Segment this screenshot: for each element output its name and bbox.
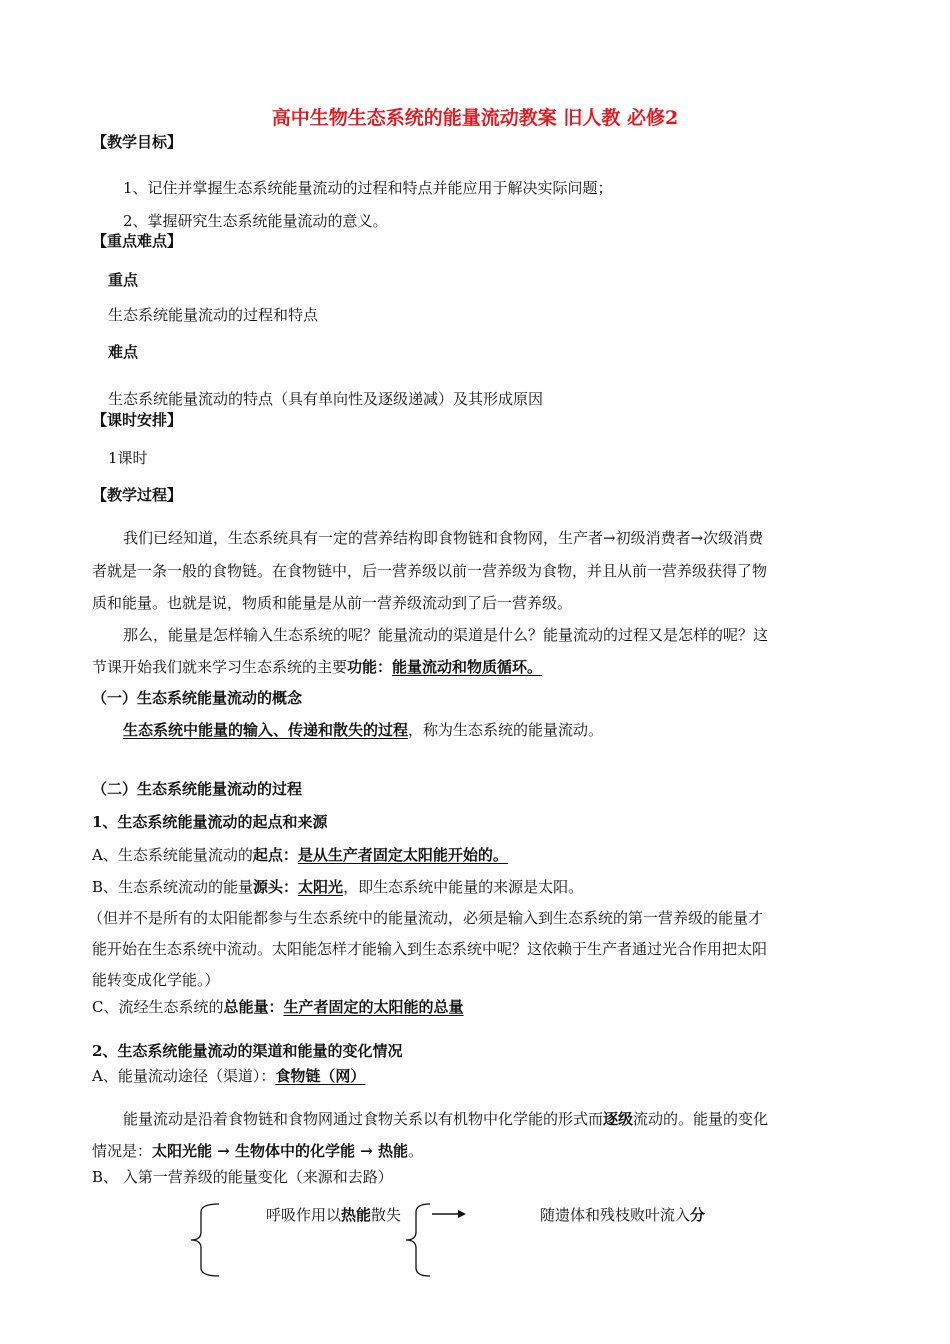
diagram-resp-c: 散失 bbox=[371, 1206, 402, 1224]
process-p1-line1: 我们已经知道，生态系统具有一定的营养结构即食物链和食物网，生产者→初级消费者→次级消费 bbox=[123, 529, 764, 547]
item-c-pre: C、流经生态系统的 bbox=[92, 998, 224, 1016]
objectives-heading: 【教学目标】 bbox=[92, 133, 183, 151]
item-a-origin bbox=[92, 845, 508, 865]
item-b-answer: 太阳光 bbox=[298, 878, 344, 896]
objective-item-2: 2、掌握研究生态系统能量流动的意义。 bbox=[123, 212, 388, 230]
item-c-label: 总能量： bbox=[223, 998, 284, 1016]
diagram-respiration-text bbox=[266, 1205, 401, 1225]
energy-change-chain: 太阳光能 → 生物体中的化学能 → 热能 bbox=[152, 1142, 409, 1160]
flow-line-1 bbox=[123, 1109, 768, 1129]
section2-heading: （二）生态系统能量流动的过程 bbox=[92, 780, 303, 798]
flow-line-1-bold: 逐级 bbox=[603, 1110, 634, 1128]
note-line-2: 能开始在生态系统中流动。太阳能怎样才能输入到生态系统中呢？这依赖于生产者通过光合作用把太阳 bbox=[92, 940, 768, 958]
item-a2-channel bbox=[92, 1066, 365, 1086]
sub2-heading: 2、生态系统能量流动的渠道和能量的变化情况 bbox=[92, 1042, 403, 1060]
process-p1-line2: 者就是一条一般的食物链。在食物链中，后一营养级以前一营养级为食物，并且从前一营养级获得了物 bbox=[92, 562, 768, 580]
item-a-label: 起点： bbox=[252, 846, 298, 864]
item-c-total bbox=[92, 997, 464, 1017]
section1-definition bbox=[123, 720, 603, 740]
item-a-pre: A、生态系统能量流动的 bbox=[92, 846, 253, 864]
schedule-heading: 【课时安排】 bbox=[92, 411, 183, 429]
sub1-heading: 1、生态系统能量流动的起点和来源 bbox=[92, 813, 328, 831]
difficult-label: 难点 bbox=[108, 343, 139, 361]
item-c-answer: 生产者固定的太阳能的总量 bbox=[283, 998, 464, 1016]
flow-line-2 bbox=[92, 1141, 423, 1161]
left-brace-icon bbox=[185, 1200, 225, 1280]
key-text: 生态系统能量流动的过程和特点 bbox=[108, 306, 319, 324]
process-p2-line1: 那么，能量是怎样输入生态系统的呢？能量流动的渠道是什么？能量流动的过程又是怎样的呢？这 bbox=[123, 626, 769, 644]
flow-line-1-a: 能量流动是沿着食物链和食物网通过食物关系以有机物中化学能的形式而 bbox=[123, 1110, 604, 1128]
item-b-pre: B、生态系统流动的能量 bbox=[92, 878, 254, 896]
item-a2-pre: A、能量流动途径（渠道）： bbox=[92, 1067, 276, 1085]
item-b-label: 源头： bbox=[253, 878, 299, 896]
section1-heading: （一）生态系统能量流动的概念 bbox=[92, 689, 303, 707]
flow-line-2-a: 情况是： bbox=[92, 1142, 153, 1160]
definition-term: 生态系统中能量的输入、传递和散失的过程 bbox=[123, 721, 409, 739]
diagram-resp-a: 呼吸作用以 bbox=[266, 1206, 342, 1224]
definition-rest: ，称为生态系统的能量流动。 bbox=[408, 721, 604, 739]
objective-item-1: 1、记住并掌握生态系统能量流动的过程和特点并能应用于解决实际问题； bbox=[123, 179, 613, 197]
arrow-right-icon bbox=[430, 1208, 470, 1220]
process-p2-line2 bbox=[92, 657, 542, 677]
flow-line-2-c: 。 bbox=[408, 1142, 424, 1160]
process-p1-line3: 质和能量。也就是说，物质和能量是从前一营养级流动到了后一营养级。 bbox=[92, 594, 573, 612]
function-label: 功能： bbox=[347, 658, 393, 676]
process-p2-text: 节课开始我们就来学习生态系统的主要 bbox=[92, 658, 348, 676]
diagram-resp-heat: 热能 bbox=[341, 1206, 372, 1224]
item-a-answer: 是从生产者固定太阳能开始的。 bbox=[297, 846, 508, 864]
function-text: 能量流动和物质循环。 bbox=[392, 658, 543, 676]
diagram-remains-a: 随遗体和残枝败叶流入 bbox=[540, 1206, 691, 1224]
document-title: 高中生物生态系统的能量流动教案 旧人教 必修2 bbox=[271, 107, 679, 129]
item-b-source bbox=[92, 877, 583, 897]
key-label: 重点 bbox=[108, 271, 139, 289]
item-a2-answer: 食物链（网） bbox=[275, 1067, 366, 1085]
item-b2-heading: B、 入第一营养级的能量变化（来源和去路） bbox=[92, 1168, 393, 1186]
item-b-post: ，即生态系统中能量的来源是太阳。 bbox=[343, 878, 584, 896]
diagram-remains-b: 分 bbox=[690, 1206, 706, 1224]
note-line-3: 能转变成化学能。） bbox=[92, 971, 220, 989]
schedule-text: 1课时 bbox=[108, 449, 148, 467]
difficult-text: 生态系统能量流动的特点（具有单向性及逐级递减）及其形成原因 bbox=[108, 390, 544, 408]
key-points-heading: 【重点难点】 bbox=[92, 232, 183, 250]
process-heading: 【教学过程】 bbox=[92, 486, 183, 504]
diagram-remains-text bbox=[540, 1205, 705, 1225]
flow-line-1-c: 流动的。能量的变化 bbox=[633, 1110, 769, 1128]
note-line-1: （但并不是所有的太阳能都参与生态系统中的能量流动，必须是输入到生态系统的第一营养级的能量才 bbox=[88, 909, 764, 927]
